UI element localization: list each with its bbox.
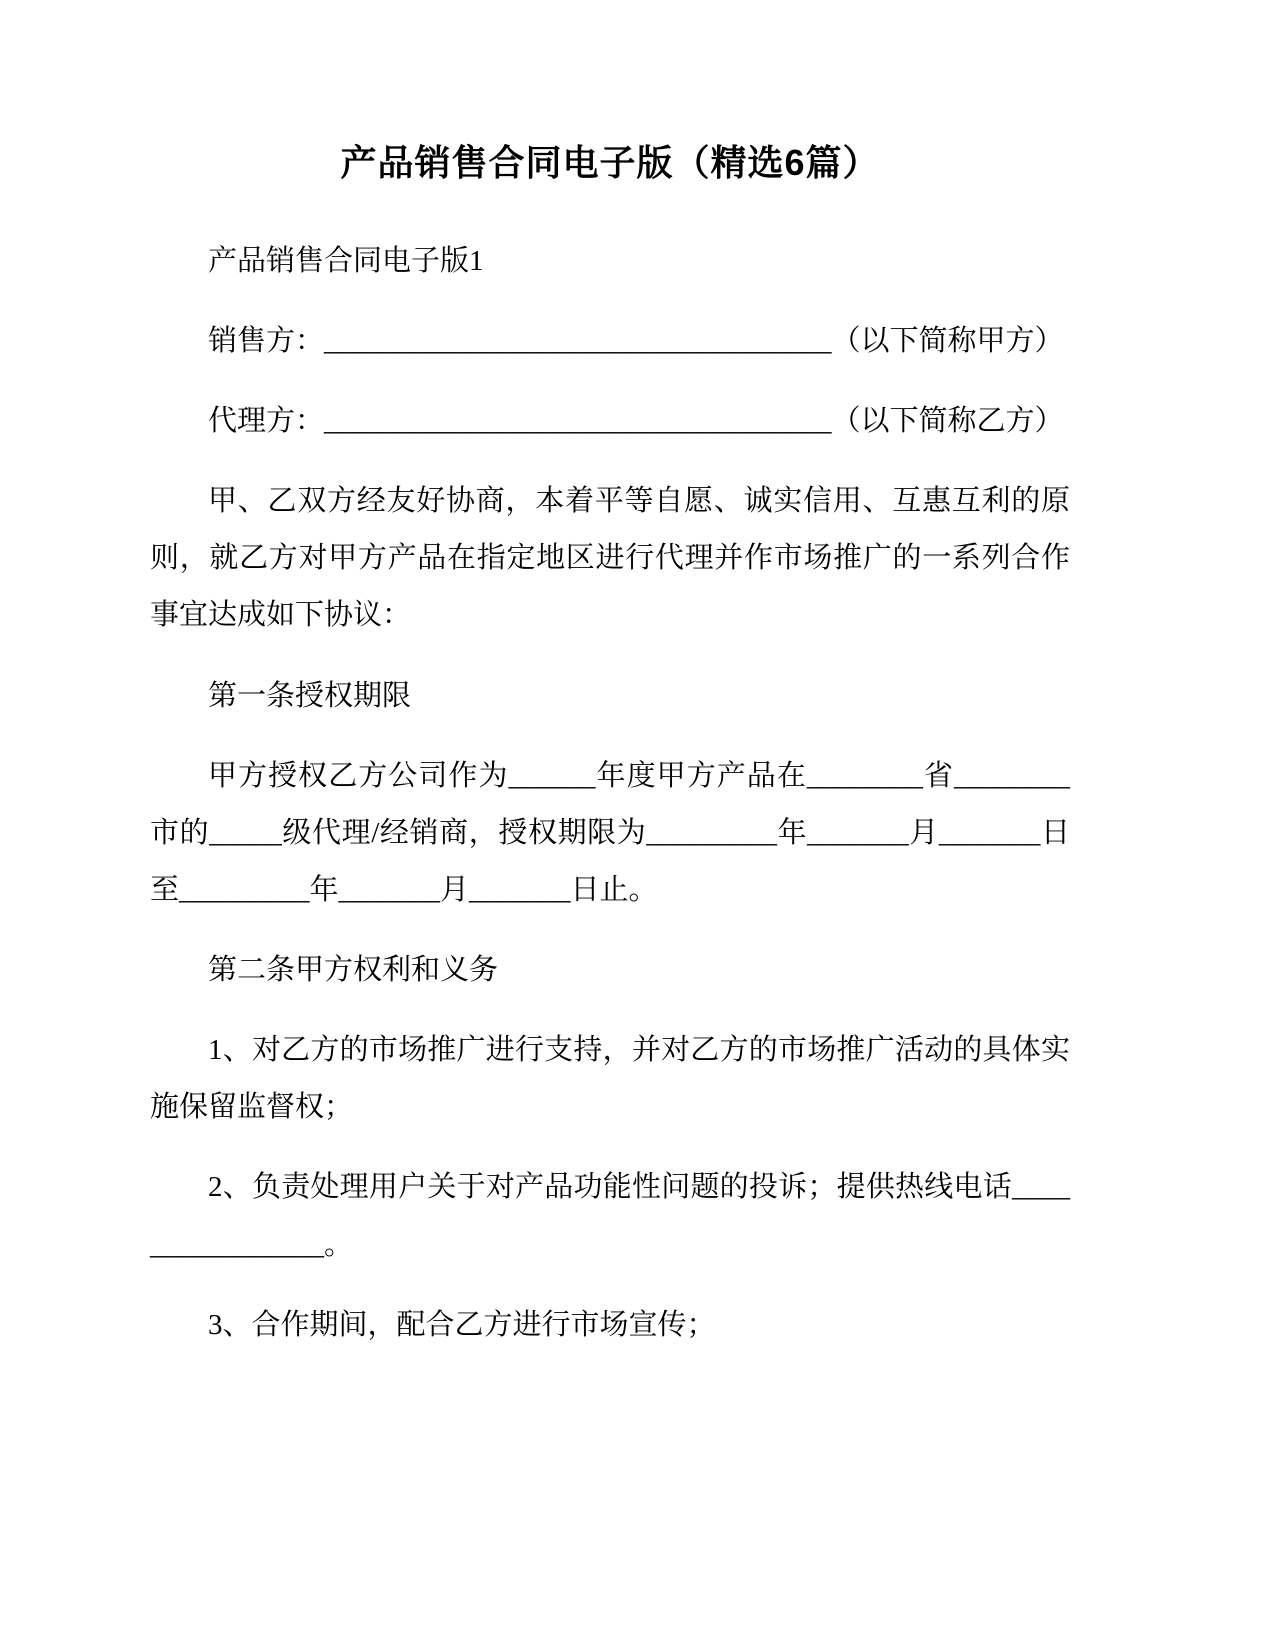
paragraph-5: 第一条授权期限: [208, 679, 412, 712]
document-title: 产品销售合同电子版（精选6篇）: [340, 142, 880, 183]
paragraph-2: 销售方：___________________________________（以下简称甲方）: [208, 324, 1064, 357]
paragraph-1: 产品销售合同电子版1: [208, 244, 484, 277]
document-body: [150, 233, 1070, 1354]
paragraph-4: 甲、乙双方经友好协商，本着平等自愿、诚实信用、互惠互利的原则，就乙方对甲方产品在指定地区进行代理并作市场推广的一系列合作事宜达成如下协议：: [150, 485, 1070, 632]
paragraph-8: 1、对乙方的市场推广进行支持，并对乙方的市场推广活动的具体实施保留监督权；: [150, 1034, 1070, 1124]
paragraph-6: 甲方授权乙方公司作为______年度甲方产品在________省________市的_____级代理/经销商，授权期限为_________年_______月_______日至_________年_______月_______日止。: [150, 759, 1070, 906]
paragraph-3: 代理方：___________________________________（以下简称乙方）: [208, 405, 1064, 438]
paragraph-7: 第二条甲方权利和义务: [208, 954, 499, 987]
paragraph-10: 3、合作期间，配合乙方进行市场宣传；: [208, 1308, 716, 1341]
paragraph-9: 2、负责处理用户关于对产品功能性问题的投诉；提供热线电话________________。: [150, 1171, 1070, 1261]
